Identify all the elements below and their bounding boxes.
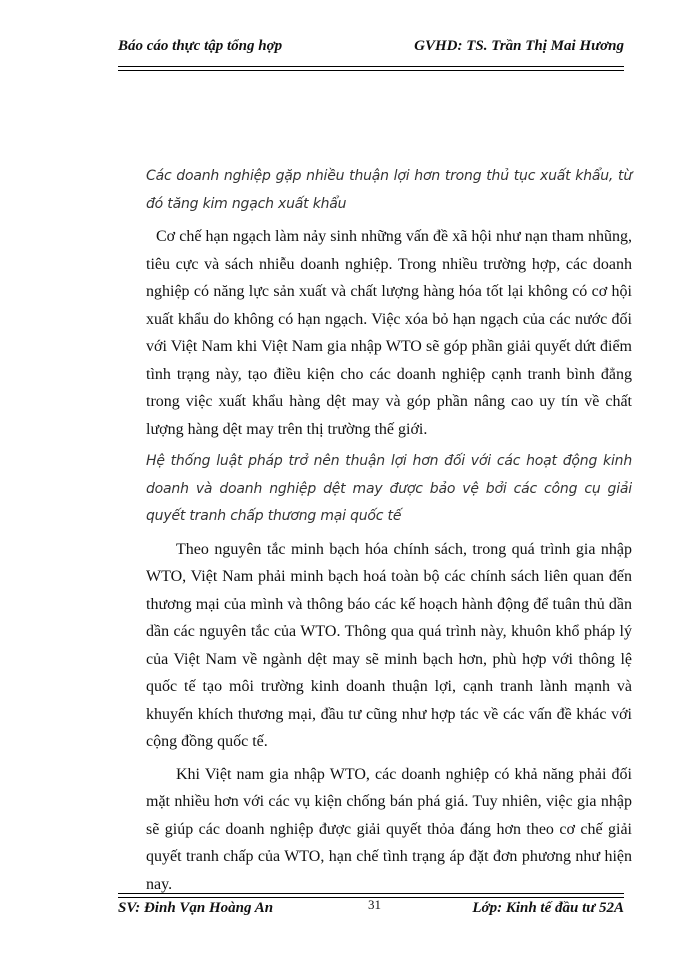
section-heading-export: Các doanh nghiệp gặp nhiều thuận lợi hơn trong thủ tục xuất khẩu, từ đó tăng kim ngạch xuất khẩu bbox=[146, 168, 632, 212]
document-body bbox=[146, 163, 632, 903]
header-divider bbox=[118, 66, 624, 71]
footer-student: SV: Đinh Vạn Hoàng An bbox=[118, 900, 274, 916]
header-report-title: Báo cáo thực tập tổng hợp bbox=[118, 38, 283, 54]
header-supervisor: GVHD: TS. Trần Thị Mai Hương bbox=[414, 38, 624, 54]
paragraph-quota: Cơ chế hạn ngạch làm nảy sinh những vấn đề xã hội như nạn tham nhũng, tiêu cực và sách nhiễu doanh nghiệp. Trong nhiều trường hợp, các doanh nghiệp có năng lực sản xuất và chất lượng hàng hóa tốt lại không có cơ hội xuất khẩu do không có hạn ngạch. Việc xóa bỏ hạn ngạch của các nước đối với Việt Nam khi Việt Nam gia nhập WTO sẽ góp phần giải quyết dứt điểm tình trạng này, tạo điều kiện cho các doanh nghiệp cạnh tranh bình đẳng trong việc xuất khẩu hàng dệt may và góp phần nâng cao uy tín về chất lượng hàng dệt may trên thị trường thế giới. bbox=[146, 228, 632, 438]
footer-class: Lớp: Kinh tế đầu tư 52A bbox=[472, 900, 624, 916]
section-heading-legal: Hệ thống luật pháp trở nên thuận lợi hơn đối với các hoạt động kinh doanh và doanh nghiệp dệt may được bảo vệ bởi các công cụ giải quyết tranh chấp thương mại quốc tế bbox=[146, 453, 632, 524]
paragraph-antidumping: Khi Việt nam gia nhập WTO, các doanh nghiệp có khả năng phải đối mặt nhiều hơn với các vụ kiện chống bán phá giá. Tuy nhiên, việc gia nhập sẽ giúp các doanh nghiệp được giải quyết thỏa đáng hơn theo cơ chế giải quyết tranh chấp của WTO, hạn chế tình trạng áp đặt đơn phương như hiện nay. bbox=[146, 765, 632, 893]
paragraph-transparency: Theo nguyên tắc minh bạch hóa chính sách, trong quá trình gia nhập WTO, Việt Nam phải minh bạch hoá toàn bộ các chính sách liên quan đến thương mại của mình và thông báo các kế hoạch hành động để tuân thủ dần dần các nguyên tắc của WTO. Thông qua quá trình này, khuôn khổ pháp lý của Việt Nam về ngành dệt may sẽ minh bạch hơn, phù hợp với thông lệ quốc tế tạo môi trường kinh doanh thuận lợi, cạnh tranh lành mạnh và khuyến khích thương mại, đầu tư cũng như hợp tác về các vấn đề khác với cộng đồng quốc tế. bbox=[146, 540, 632, 750]
page-number: 31 bbox=[368, 897, 381, 912]
